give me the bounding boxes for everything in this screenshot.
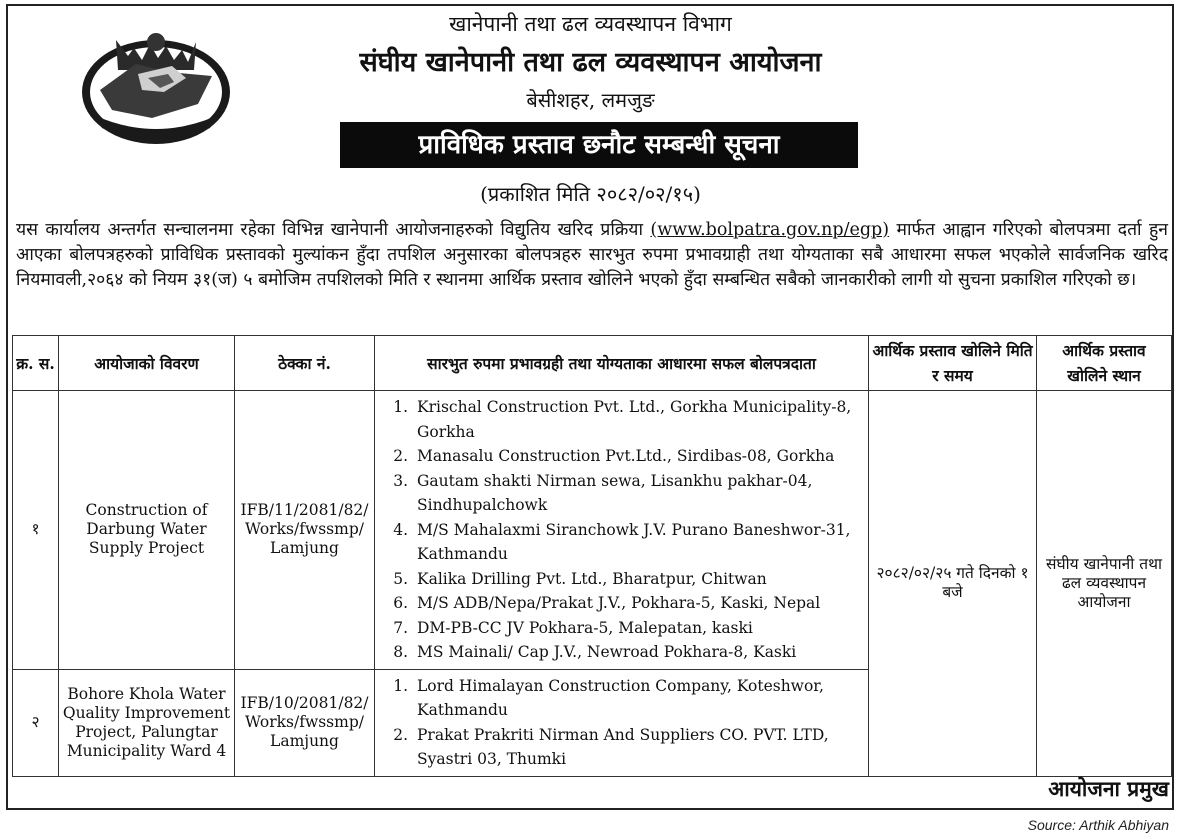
egp-link[interactable]: (www.bolpatra.gov.np/egp) <box>650 220 890 240</box>
row-bidders <box>375 391 869 670</box>
department-heading: खानेपानी तथा ढल व्यवस्थापन विभाग <box>449 12 732 36</box>
published-date: (प्रकाशित मिति २०८२/०२/१५) <box>480 182 701 206</box>
col-header-project: आयोजाको विवरण <box>59 336 235 391</box>
notice-body <box>16 218 1168 293</box>
office-location: बेसीशहर, लमजुङ <box>526 88 655 112</box>
bidder-item: 3. Gautam shakti Nirman sewa, Lisankhu pakhar-04, Sindhupalchowk <box>413 469 862 518</box>
bidder-item: 1. Lord Himalayan Construction Company, Koteshwor, Kathmandu <box>413 674 862 723</box>
row-contract: IFB/10/2081/82/ Works/fwssmp/ Lamjung <box>235 669 375 776</box>
bidder-item: 5. Kalika Drilling Pvt. Ltd., Bharatpur, Chitwan <box>413 567 862 592</box>
opening-place: संघीय खानेपानी तथा ढल व्यवस्थापन आयोजना <box>1037 391 1172 777</box>
col-header-sn: क्र. स. <box>13 336 59 391</box>
col-header-opening-place: आर्थिक प्रस्ताव खोलिने स्थान <box>1037 336 1172 391</box>
row-bidders <box>375 669 869 776</box>
office-name: संघीय खानेपानी तथा ढल व्यवस्थापन आयोजना <box>359 47 822 78</box>
bidders-table <box>12 335 1172 777</box>
source-credit: Source: Arthik Abhiyan <box>1027 817 1169 833</box>
opening-datetime: २०८२/०२/२५ गते दिनको १ बजे <box>869 391 1037 777</box>
bidder-item: 7. DM-PB-CC JV Pokhara-5, Malepatan, kaski <box>413 616 862 641</box>
notice-title: प्राविधिक प्रस्ताव छनौट सम्बन्धी सूचना <box>340 122 858 168</box>
col-header-contract: ठेक्का नं. <box>235 336 375 391</box>
government-emblem-icon <box>76 20 236 150</box>
row-contract: IFB/11/2081/82/ Works/fwssmp/ Lamjung <box>235 391 375 670</box>
signature-title: आयोजना प्रमुख <box>1048 776 1169 801</box>
notice-body-part-2: मार्फत आह्वान गरिएको बोलपत्रमा दर्ता हुन आएका बोलपत्रहरुको प्राविधिक प्रस्तावको मुल्यांकन हुँदा तपशिल अनुसारका बोलपत्रहरु सारभुत रुपमा प्रभावग्राही तथा योग्यताका सबै आधारमा सफल भएकोले सार्वजनिक खरिद नियमावली,२०६४ को नियम ३१(ज) ५ बमोजिम तपशिलको मिति र स्थानमा आर्थिक प्रस्ताव खोलिने भएको हुँदा सम्बन्धित सबैको जानकारीको लागी यो सुचना प्रकाशिल गरिएको छ। <box>16 220 1168 290</box>
bidder-item: 2. Prakat Prakriti Nirman And Suppliers CO. PVT. LTD, Syastri 03, Thumki <box>413 723 862 772</box>
row-sn: १ <box>13 391 59 670</box>
bidder-item: 6. M/S ADB/Nepa/Prakat J.V., Pokhara-5, Kaski, Nepal <box>413 591 862 616</box>
row-project: Bohore Khola Water Quality Improvement Project, Palungtar Municipality Ward 4 <box>59 669 235 776</box>
row-project: Construction of Darbung Water Supply Project <box>59 391 235 670</box>
bidder-item: 2. Manasalu Construction Pvt.Ltd., Sirdibas-08, Gorkha <box>413 444 862 469</box>
bidder-item: 8. MS Mainali/ Cap J.V., Newroad Pokhara-8, Kaski <box>413 640 862 665</box>
row-sn: २ <box>13 669 59 776</box>
notice-body-part-1: यस कार्यालय अन्तर्गत सन्चालनमा रहेका विभिन्न खानेपानी आयोजनाहरुको विद्युतिय खरिद प्रक्रिया <box>16 220 643 240</box>
col-header-opening-datetime: आर्थिक प्रस्ताव खोलिने मिति र समय <box>869 336 1037 391</box>
bidder-item: 4. M/S Mahalaxmi Siranchowk J.V. Purano Baneshwor-31, Kathmandu <box>413 518 862 567</box>
table-header-row <box>13 336 1172 391</box>
bidder-item: 1. Krischal Construction Pvt. Ltd., Gorkha Municipality-8, Gorkha <box>413 395 862 444</box>
table-row <box>13 391 1172 670</box>
col-header-bidders: सारभुत रुपमा प्रभावग्रही तथा योग्यताका आधारमा सफल बोलपत्रदाता <box>375 336 869 391</box>
